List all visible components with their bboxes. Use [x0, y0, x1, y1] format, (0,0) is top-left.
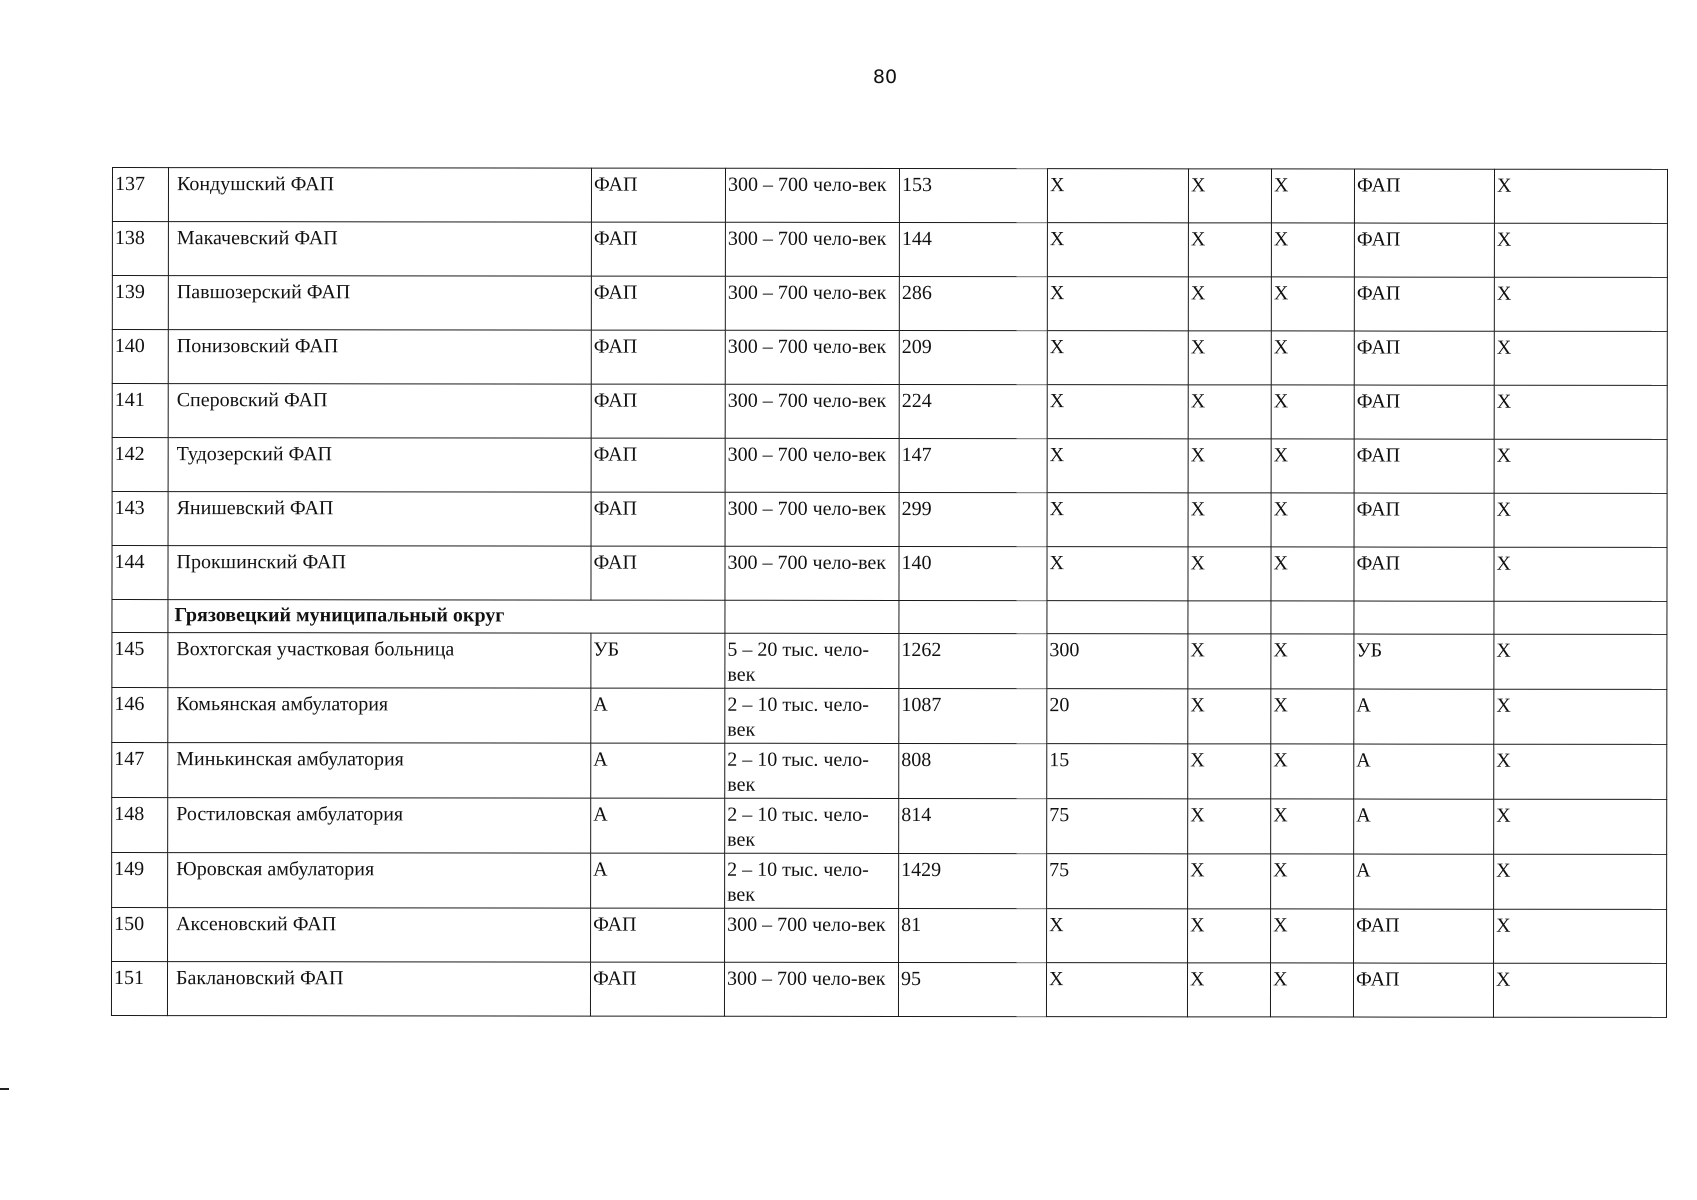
served-population-cell: 808 [899, 743, 1047, 798]
table-row [112, 688, 1667, 745]
planned-type-cell: ФАП [1354, 439, 1494, 493]
facility-name-cell: Янишевский ФАП [168, 492, 591, 547]
row-number-cell: 147 [112, 743, 168, 798]
empty-cell [1188, 601, 1271, 634]
row-number-cell: 145 [112, 633, 168, 688]
capacity-cell: Х [1047, 439, 1188, 493]
section-title: Грязовецкий муниципальный округ [168, 600, 725, 634]
facility-name-cell: Минькинская амбулатория [168, 743, 591, 799]
mark-cell: Х [1188, 909, 1271, 963]
capacity-cell: 300 [1047, 634, 1188, 689]
mark-cell: Х [1494, 493, 1667, 547]
table-row [112, 633, 1667, 690]
mark-cell: Х [1271, 331, 1354, 385]
mark-cell: Х [1188, 854, 1271, 909]
facility-type-cell: УБ [591, 633, 725, 688]
table-row [112, 384, 1667, 440]
table-body [111, 168, 1667, 1018]
mark-cell: Х [1271, 634, 1354, 689]
capacity-cell: Х [1047, 909, 1188, 963]
served-population-cell: 144 [899, 222, 1047, 276]
row-number-cell: 143 [112, 492, 168, 546]
row-number-cell: 137 [112, 168, 168, 222]
row-number-cell: 140 [112, 330, 168, 384]
table-row [112, 853, 1667, 910]
row-number-cell: 138 [112, 222, 168, 276]
planned-type-cell: ФАП [1354, 493, 1494, 547]
population-range-cell: 300 – 700 чело-век [725, 438, 899, 492]
facility-name-cell: Прокшинский ФАП [168, 546, 591, 601]
capacity-cell: Х [1047, 223, 1188, 277]
row-number-cell: 151 [111, 962, 167, 1016]
mark-cell: Х [1188, 689, 1271, 744]
planned-type-cell: ФАП [1354, 385, 1494, 439]
mark-cell: Х [1494, 854, 1667, 909]
mark-cell: Х [1188, 744, 1271, 799]
population-range-cell: 300 – 700 чело-век [725, 276, 899, 330]
served-population-cell: 1429 [899, 853, 1047, 908]
mark-cell: Х [1494, 799, 1667, 854]
facility-type-cell: А [591, 743, 725, 798]
served-population-cell: 1262 [899, 633, 1047, 688]
population-range-cell: 300 – 700 чело-век [725, 492, 899, 546]
row-number-cell: 148 [112, 798, 168, 853]
served-population-cell: 814 [899, 798, 1047, 853]
mark-cell: Х [1271, 547, 1354, 601]
mark-cell: Х [1271, 799, 1354, 854]
row-number-cell: 146 [112, 688, 168, 743]
facility-name-cell: Понизовский ФАП [168, 330, 591, 385]
facility-name-cell: Макачевский ФАП [168, 222, 591, 277]
facility-type-cell: ФАП [590, 962, 724, 1016]
row-number-cell: 150 [112, 908, 168, 962]
planned-type-cell: А [1354, 744, 1494, 799]
planned-type-cell: ФАП [1354, 331, 1494, 385]
served-population-cell: 1087 [899, 688, 1047, 743]
table-row [112, 438, 1667, 494]
capacity-cell: Х [1047, 547, 1188, 601]
table-row [112, 276, 1667, 332]
served-population-cell: 147 [899, 438, 1047, 492]
population-range-cell: 2 – 10 тыс. чело-век [725, 798, 899, 853]
facility-type-cell: А [591, 798, 725, 853]
served-population-cell: 81 [899, 908, 1047, 962]
empty-cell [1494, 601, 1667, 634]
planned-type-cell: А [1354, 854, 1494, 909]
capacity-cell: Х [1047, 385, 1188, 439]
facility-type-cell: ФАП [591, 330, 725, 384]
facility-type-cell: А [591, 853, 725, 908]
row-number-cell: 139 [112, 276, 168, 330]
facility-name-cell: Павшозерский ФАП [168, 276, 591, 331]
mark-cell: Х [1494, 277, 1667, 331]
population-range-cell: 300 – 700 чело-век [725, 222, 899, 276]
mark-cell: Х [1494, 439, 1667, 493]
facility-type-cell: ФАП [591, 546, 725, 600]
table-row [112, 168, 1667, 224]
population-range-cell: 5 – 20 тыс. чело-век [725, 633, 899, 688]
planned-type-cell: ФАП [1354, 909, 1494, 963]
planned-type-cell: А [1354, 799, 1494, 854]
mark-cell: Х [1494, 547, 1667, 601]
table-row [111, 962, 1666, 1018]
mark-cell: Х [1493, 963, 1666, 1017]
facility-type-cell: А [591, 688, 725, 743]
served-population-cell: 140 [899, 546, 1047, 600]
planned-type-cell: ФАП [1354, 277, 1494, 331]
facility-type-cell: ФАП [591, 276, 725, 330]
mark-cell: Х [1271, 493, 1354, 547]
facility-name-cell: Юровская амбулатория [168, 853, 591, 909]
facility-name-cell: Комьянская амбулатория [168, 688, 591, 744]
population-range-cell: 300 – 700 чело-век [725, 908, 899, 962]
facility-type-cell: ФАП [591, 492, 725, 546]
served-population-cell: 209 [899, 330, 1047, 384]
mark-cell: Х [1188, 493, 1271, 547]
facility-type-cell: ФАП [591, 168, 725, 222]
mark-cell: Х [1271, 909, 1354, 963]
planned-type-cell: УБ [1354, 634, 1494, 689]
served-population-cell: 299 [899, 492, 1047, 546]
mark-cell: Х [1494, 689, 1667, 744]
empty-cell [1354, 601, 1494, 634]
mark-cell: Х [1494, 744, 1667, 799]
facility-type-cell: ФАП [591, 438, 725, 492]
facility-type-cell: ФАП [591, 908, 725, 962]
served-population-cell: 286 [899, 276, 1047, 330]
facility-name-cell: Ростиловская амбулатория [168, 798, 591, 854]
row-number-cell: 142 [112, 438, 168, 492]
empty-cell [899, 600, 1047, 633]
mark-cell: Х [1271, 223, 1354, 277]
capacity-cell: 20 [1047, 689, 1188, 744]
facility-type-cell: ФАП [591, 384, 725, 438]
table-row [112, 330, 1667, 386]
served-population-cell: 95 [898, 962, 1046, 1016]
mark-cell: Х [1494, 331, 1667, 385]
mark-cell: Х [1271, 169, 1354, 223]
table-row [112, 222, 1667, 278]
mark-cell: Х [1271, 744, 1354, 799]
capacity-cell: Х [1047, 277, 1188, 331]
mark-cell: Х [1188, 169, 1271, 223]
empty-cell [725, 600, 899, 633]
served-population-cell: 153 [899, 168, 1047, 222]
facility-name-cell: Тудозерский ФАП [168, 438, 591, 493]
facilities-table [111, 167, 1668, 1018]
population-range-cell: 2 – 10 тыс. чело-век [725, 743, 899, 798]
served-population-cell: 224 [899, 384, 1047, 438]
capacity-cell: 15 [1047, 744, 1188, 799]
facility-name-cell: Вохтогская участковая больница [168, 633, 591, 689]
facility-name-cell: Сперовский ФАП [168, 384, 591, 439]
table-row [112, 743, 1667, 800]
population-range-cell: 300 – 700 чело-век [725, 168, 899, 222]
facility-name-cell: Кондушский ФАП [168, 168, 591, 223]
population-range-cell: 300 – 700 чело-век [725, 330, 899, 384]
page-number: 80 [872, 66, 898, 88]
planned-type-cell: ФАП [1354, 169, 1494, 223]
mark-cell: Х [1494, 909, 1667, 963]
capacity-cell: Х [1047, 493, 1188, 547]
population-range-cell: 300 – 700 чело-век [725, 384, 899, 438]
mark-cell: Х [1494, 385, 1667, 439]
empty-cell [1047, 601, 1188, 634]
margin-mark [0, 1088, 9, 1090]
mark-cell: Х [1494, 169, 1667, 223]
mark-cell: Х [1188, 439, 1271, 493]
mark-cell: Х [1271, 854, 1354, 909]
table-row [112, 798, 1667, 855]
table-row [112, 908, 1667, 964]
facility-type-cell: ФАП [591, 222, 725, 276]
planned-type-cell: ФАП [1353, 963, 1493, 1017]
mark-cell: Х [1187, 963, 1270, 1017]
mark-cell: Х [1188, 331, 1271, 385]
mark-cell: Х [1494, 634, 1667, 689]
population-range-cell: 300 – 700 чело-век [724, 962, 898, 1016]
capacity-cell: 75 [1047, 854, 1188, 909]
planned-type-cell: ФАП [1354, 547, 1494, 601]
facility-name-cell: Аксеновский ФАП [168, 908, 591, 963]
mark-cell: Х [1188, 223, 1271, 277]
planned-type-cell: ФАП [1354, 223, 1494, 277]
table-row [112, 546, 1667, 602]
mark-cell: Х [1271, 277, 1354, 331]
mark-cell: Х [1271, 385, 1354, 439]
empty-cell [1271, 601, 1354, 634]
row-number-cell [112, 600, 168, 633]
population-range-cell: 300 – 700 чело-век [725, 546, 899, 600]
mark-cell: Х [1188, 277, 1271, 331]
capacity-cell: Х [1047, 331, 1188, 385]
population-range-cell: 2 – 10 тыс. чело-век [725, 688, 899, 743]
planned-type-cell: А [1354, 689, 1494, 744]
population-range-cell: 2 – 10 тыс. чело-век [725, 853, 899, 908]
row-number-cell: 144 [112, 546, 168, 600]
section-row [112, 600, 1667, 635]
row-number-cell: 141 [112, 384, 168, 438]
mark-cell: Х [1188, 799, 1271, 854]
mark-cell: Х [1188, 385, 1271, 439]
mark-cell: Х [1188, 547, 1271, 601]
mark-cell: Х [1494, 223, 1667, 277]
table-row [112, 492, 1667, 548]
capacity-cell: 75 [1047, 799, 1188, 854]
mark-cell: Х [1271, 439, 1354, 493]
capacity-cell: Х [1046, 963, 1187, 1017]
facility-name-cell: Баклановский ФАП [167, 962, 590, 1017]
row-number-cell: 149 [112, 853, 168, 908]
capacity-cell: Х [1047, 169, 1188, 223]
mark-cell: Х [1270, 963, 1353, 1017]
mark-cell: Х [1271, 689, 1354, 744]
mark-cell: Х [1188, 634, 1271, 689]
